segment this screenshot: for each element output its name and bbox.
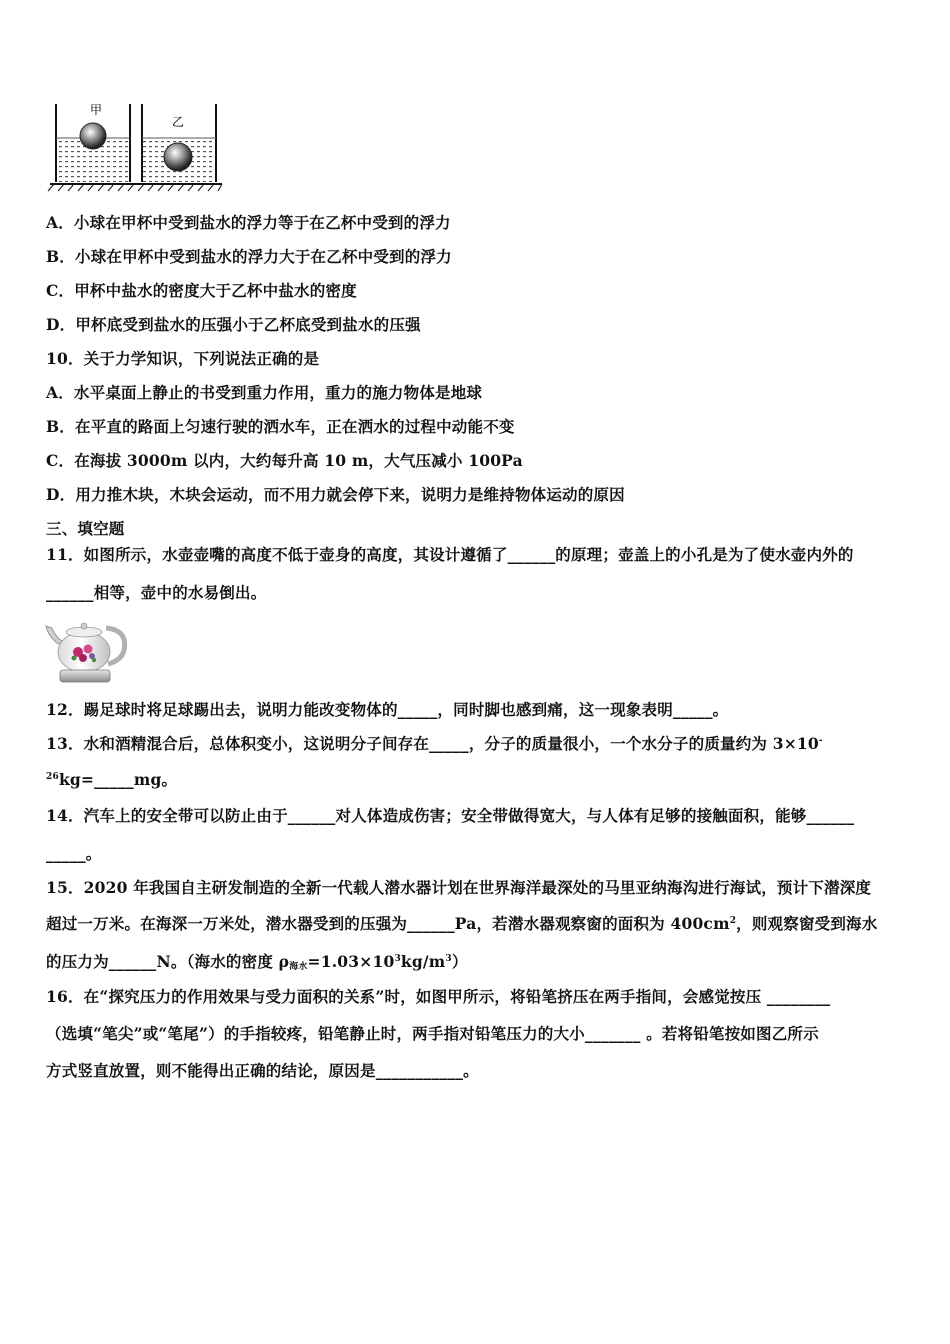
q15-line-3 <box>46 950 468 972</box>
q9-option-d: D．甲杯底受到盐水的压强小于乙杯底受到盐水的压强 <box>46 315 421 334</box>
q16-line-2: （选填“笔尖”或“笔尾”）的手指较疼，铅笔静止时，两手指对铅笔压力的大小_______ 。若将铅笔按如图乙所示 <box>46 1024 819 1043</box>
q10-option-b: B．在平直的路面上匀速行驶的洒水车，正在洒水的过程中动能不变 <box>46 417 515 436</box>
cup-label-jia: 甲 <box>90 103 103 117</box>
q15-line-2 <box>46 912 877 934</box>
q15-line-3-a: 的压力为______N。（海水的密度 ρ <box>46 952 290 971</box>
q10-stem: 10．关于力学知识，下列说法正确的是 <box>46 349 320 368</box>
q13-line-2-sup: 26 <box>46 772 59 782</box>
q9-option-b: B．小球在甲杯中受到盐水的浮力大于在乙杯中受到的浮力 <box>46 247 452 266</box>
q15-line-3-sup2: 3 <box>445 954 452 964</box>
q15-line-2-sup: 2 <box>729 916 737 926</box>
kettle-image <box>44 614 130 686</box>
q15-line-2-a: 超过一万米。在海深一万米处，潜水器受到的压强为______Pa，若潜水器观察窗的面积为 400cm <box>46 914 730 933</box>
q10-option-c: C．在海拔 3000m 以内，大约每升高 10 m，大气压减小 100Pa <box>46 451 523 470</box>
q15-line-3-sup1: 3 <box>394 954 401 964</box>
q12-line: 12．踢足球时将足球踢出去，说明力能改变物体的_____，同时脚也感到痛，这一现象表明_____。 <box>46 700 729 719</box>
q14-line-1: 14．汽车上的安全带可以防止由于______对人体造成伤害；安全带做得宽大，与人体有足够的接触面积，能够______ <box>46 806 855 825</box>
q10-option-a: A．水平桌面上静止的书受到重力作用，重力的施力物体是地球 <box>46 383 483 402</box>
q13-line-2-text: kg=_____mg。 <box>58 770 178 789</box>
q10-option-d: D．用力推木块，木块会运动，而不用力就会停下来，说明力是维持物体运动的原因 <box>46 485 625 504</box>
q16-line-3: 方式竖直放置，则不能得出正确的结论，原因是___________。 <box>46 1061 479 1080</box>
q15-line-3-sub: 海水 <box>289 962 308 972</box>
cups-figure <box>46 100 226 192</box>
q15-line-3-c: kg/m <box>400 952 446 971</box>
q13-line-1-sup: - <box>818 736 823 746</box>
cup-yi <box>142 104 216 182</box>
q11-line-1: 11．如图所示，水壶壶嘴的高度不低于壶身的高度，其设计遵循了______的原理；壶盖上的小孔是为了使水壶内外的 <box>46 545 854 564</box>
q15-line-2-b: ，则观察窗受到海水 <box>736 914 878 933</box>
q9-option-c: C．甲杯中盐水的密度大于乙杯中盐水的密度 <box>46 281 357 300</box>
q15-line-3-b: =1.03×10 <box>307 952 395 971</box>
q14-line-2: _____。 <box>46 844 102 863</box>
cup-jia <box>56 103 130 182</box>
q15-line-3-d: ） <box>451 952 468 971</box>
cup-label-yi: 乙 <box>172 115 185 129</box>
q13-line-1-text: 13．水和酒精混合后，总体积变小，这说明分子间存在_____，分子的质量很小，一个水分子的质量约为 3×10 <box>46 734 819 753</box>
q9-option-a: A．小球在甲杯中受到盐水的浮力等于在乙杯中受到的浮力 <box>46 213 451 232</box>
section-heading: 三、填空题 <box>46 519 125 538</box>
q13-line-2 <box>46 768 177 790</box>
q13-line-1 <box>46 732 823 754</box>
q15-line-1: 15．2020 年我国自主研发制造的全新一代载人潜水器计划在世界海洋最深处的马里亚纳海沟进行海试，预计下潜深度 <box>46 878 872 897</box>
q16-line-1: 16．在“探究压力的作用效果与受力面积的关系”时，如图甲所示，将铅笔挤压在两手指间，会感觉按压 ________ <box>46 987 831 1006</box>
q11-line-2: ______相等，壶中的水易倒出。 <box>46 583 267 602</box>
